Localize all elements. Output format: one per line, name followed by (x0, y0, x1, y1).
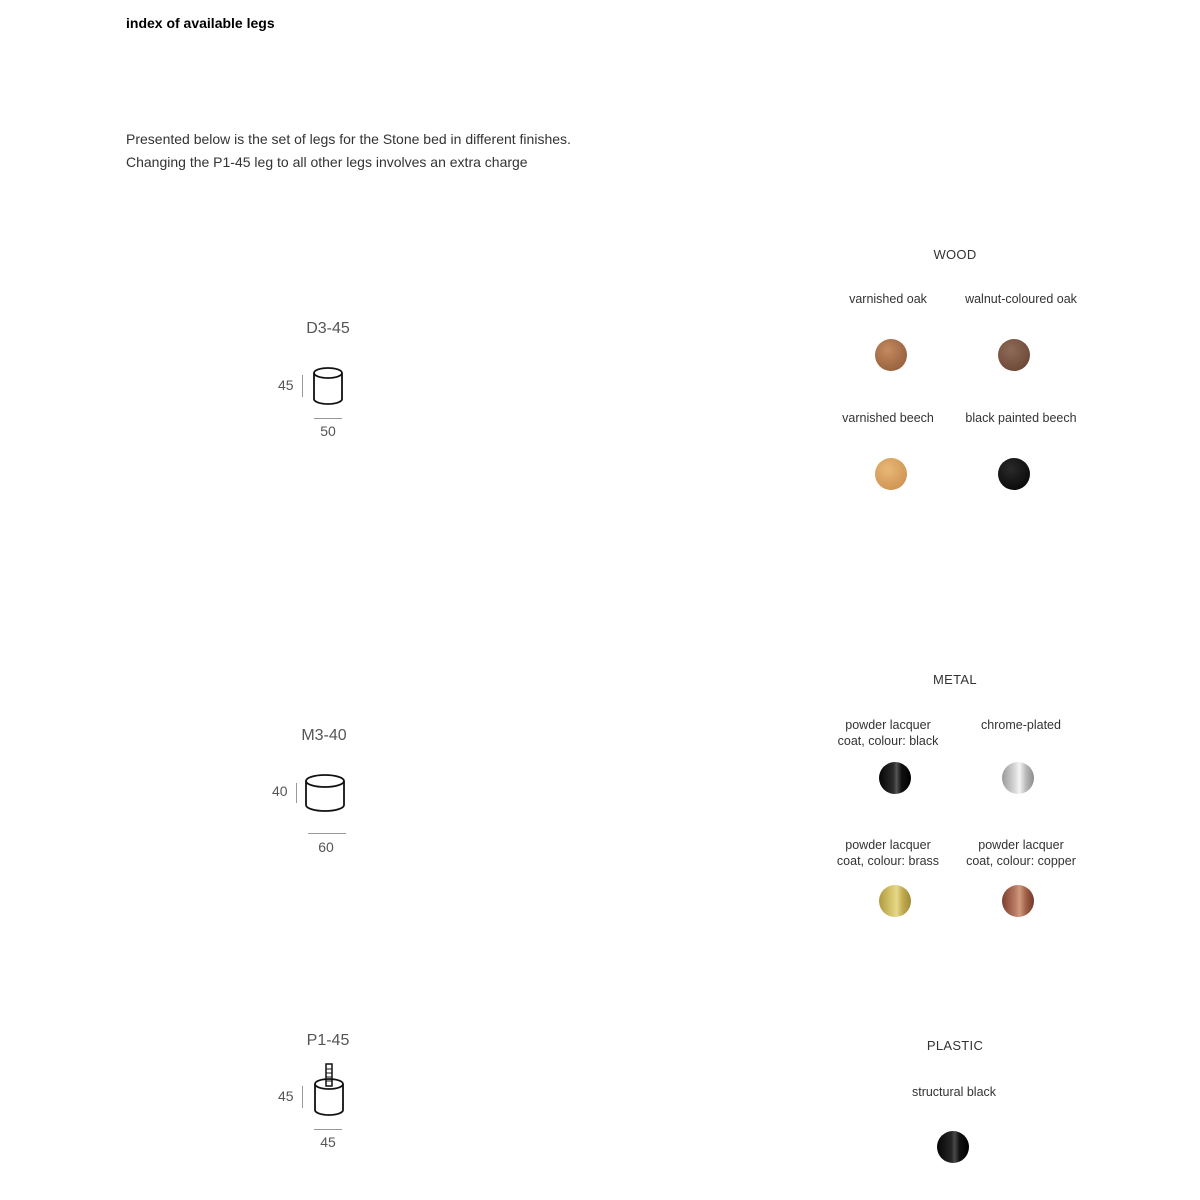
finish-label-line: powder lacquer (978, 838, 1064, 852)
finish-label-walnut-oak: walnut-coloured oak (965, 292, 1077, 306)
finish-label-black-beech: black painted beech (965, 411, 1077, 425)
intro-line-2: Changing the P1-45 leg to all other legs involves an extra charge (126, 154, 528, 170)
finish-label-powder-black (813, 717, 963, 749)
finish-label-structural-black: structural black (911, 1085, 997, 1099)
finish-label-line: coat, colour: black (837, 734, 939, 748)
swatch-walnut-oak[interactable] (998, 339, 1030, 371)
finish-label-line: chrome-plated (981, 718, 1061, 732)
width-dimension-line (314, 418, 342, 419)
swatch-varnished-beech[interactable] (875, 458, 907, 490)
page-title: index of available legs (126, 15, 275, 31)
swatch-powder-black[interactable] (879, 762, 911, 794)
leg-p1-45 (268, 1032, 388, 1162)
swatch-powder-copper[interactable] (1002, 885, 1034, 917)
plastic-group-title: PLASTIC (926, 1038, 984, 1053)
intro-line-1: Presented below is the set of legs for the Stone bed in different finishes. (126, 131, 571, 147)
metal-group-title: METAL (933, 672, 977, 687)
width-dimension-line (308, 833, 346, 834)
swatch-black-beech[interactable] (998, 458, 1030, 490)
height-dimension-line (302, 1086, 303, 1108)
leg-height-label: 45 (278, 377, 294, 393)
leg-height-label: 45 (278, 1088, 294, 1104)
finish-label-line: coat, colour: copper (966, 854, 1076, 868)
finish-label-chrome (946, 717, 1096, 733)
swatch-varnished-oak[interactable] (875, 339, 907, 371)
swatch-powder-brass[interactable] (879, 885, 911, 917)
leg-code: M3-40 (301, 727, 347, 744)
cylinder-leg-icon (312, 366, 344, 408)
finish-label-powder-copper (946, 837, 1096, 869)
threaded-leg-icon (312, 1062, 346, 1118)
leg-d3-45 (268, 320, 388, 450)
leg-height-label: 40 (272, 783, 288, 799)
finish-label-line: powder lacquer (845, 838, 931, 852)
finish-label-line: powder lacquer (845, 718, 931, 732)
height-dimension-line (302, 375, 303, 397)
swatch-chrome[interactable] (1002, 762, 1034, 794)
width-dimension-line (314, 1129, 342, 1130)
finish-label-powder-brass (813, 837, 963, 869)
leg-m3-40 (264, 727, 384, 857)
height-dimension-line (296, 783, 297, 803)
finish-label-line: coat, colour: brass (836, 854, 940, 868)
leg-code: P1-45 (306, 1032, 350, 1049)
finish-label-varnished-oak: varnished oak (849, 292, 927, 306)
finish-label-varnished-beech: varnished beech (842, 411, 934, 425)
swatch-structural-black[interactable] (937, 1131, 969, 1163)
wood-group-title: WOOD (933, 247, 977, 262)
leg-code: D3-45 (306, 320, 350, 337)
leg-width-label: 60 (318, 839, 334, 855)
intro-text (126, 128, 571, 174)
leg-width-label: 50 (320, 423, 336, 439)
leg-width-label: 45 (320, 1134, 336, 1150)
cylinder-leg-icon (303, 772, 347, 816)
